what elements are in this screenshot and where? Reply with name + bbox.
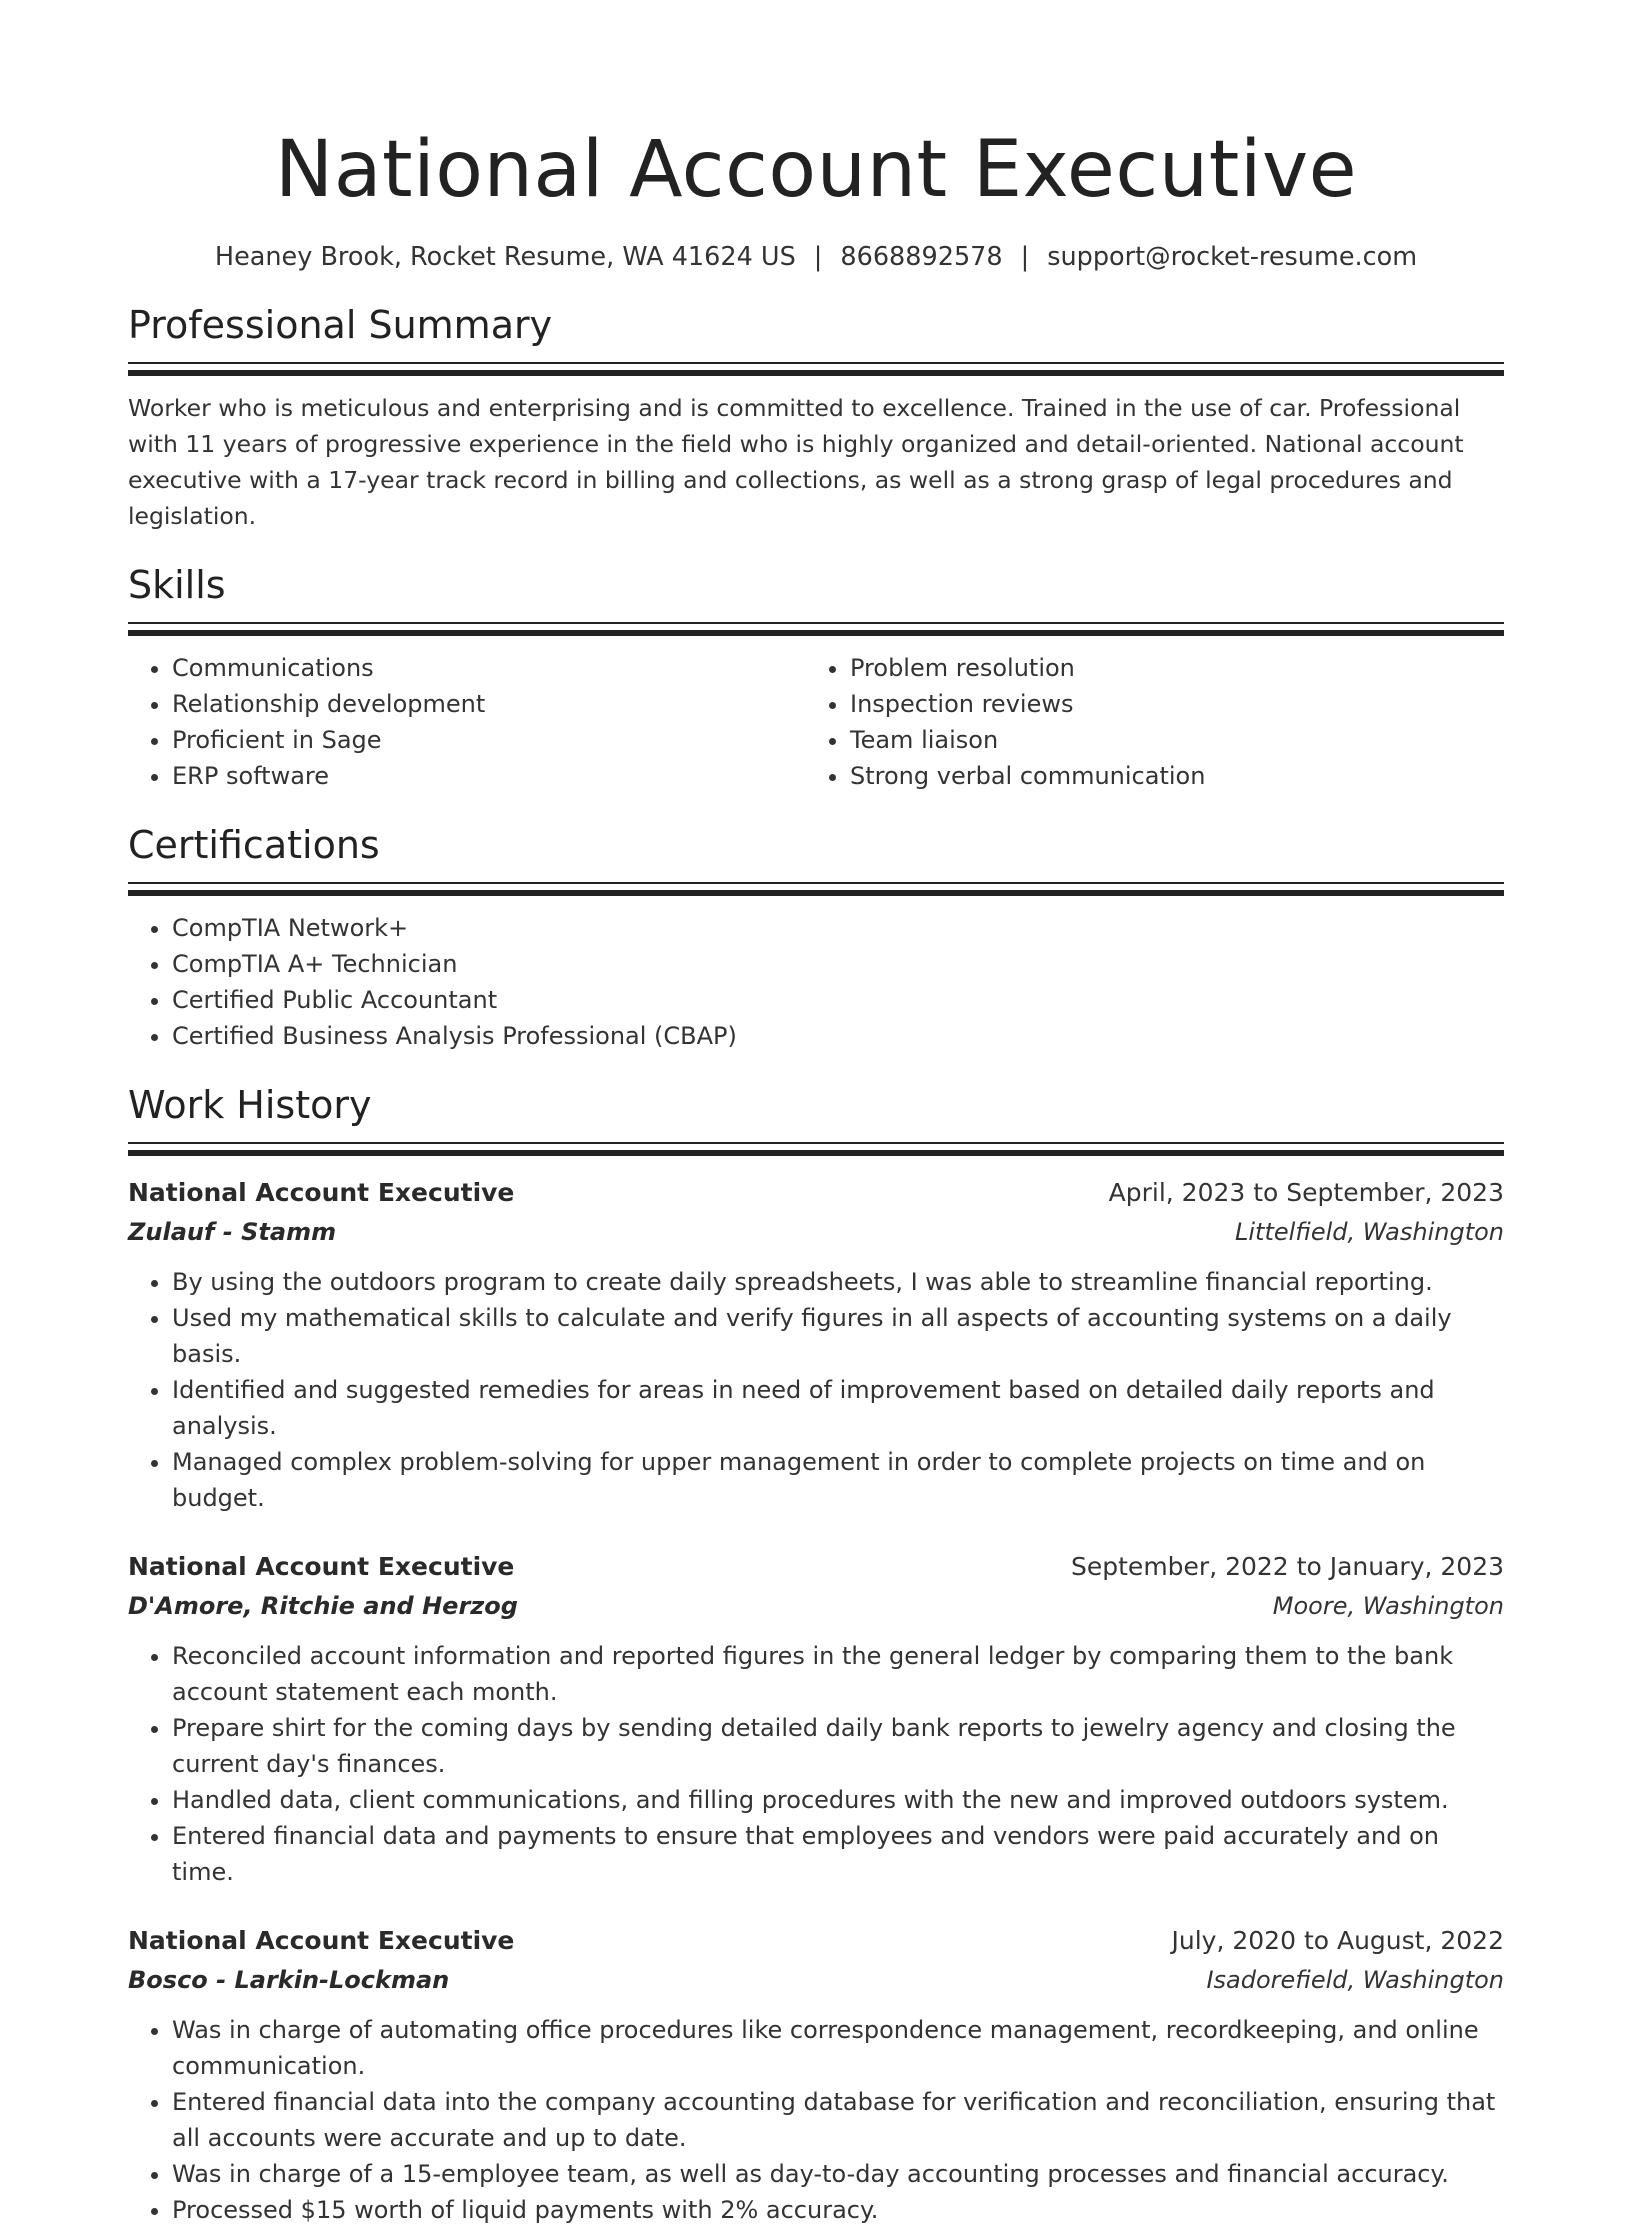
contact-separator: | <box>813 242 823 272</box>
certifications-list <box>128 910 1504 1054</box>
job-bullet: • Was in charge of a 15-employee team, as well as day-to-day accounting processes and financial accuracy. <box>172 2156 1504 2192</box>
section-divider <box>128 630 1504 636</box>
job-bullets <box>128 1264 1504 1516</box>
job-bullet: • Entered financial data and payments to ensure that employees and vendors were paid accurately and on time. <box>172 1818 1504 1890</box>
job-entry <box>128 1922 1504 2228</box>
job-bullets <box>128 2012 1504 2228</box>
certification-item: • CompTIA A+ Technician <box>172 946 1504 982</box>
job-location: Isadorefield, Washington <box>1206 1966 1504 1994</box>
job-bullet: • Managed complex problem-solving for upper management in order to complete projects on time and on budget. <box>172 1444 1504 1516</box>
contact-address: Heaney Brook, Rocket Resume, WA 41624 US <box>214 242 796 272</box>
section-heading-skills: Skills <box>128 563 226 607</box>
contact-separator: | <box>1020 242 1030 272</box>
job-bullet: • Entered financial data into the company accounting database for verification and reconciliation, ensuring that all accounts were accurate and up to date. <box>172 2084 1504 2156</box>
section-divider <box>128 890 1504 896</box>
job-dates: July, 2020 to August, 2022 <box>1171 1926 1504 1955</box>
job-bullet: • Prepare shirt for the coming days by sending detailed daily bank reports to jewelry agency and closing the current day's finances. <box>172 1710 1504 1782</box>
contact-phone: 8668892578 <box>840 242 1003 272</box>
section-heading-summary: Professional Summary <box>128 303 553 347</box>
job-bullet: • Handled data, client communications, and filling procedures with the new and improved outdoors system. <box>172 1782 1504 1818</box>
skill-item: • Proficient in Sage <box>172 722 806 758</box>
skill-item: • ERP software <box>172 758 806 794</box>
job-dates: September, 2022 to January, 2023 <box>1071 1552 1504 1581</box>
contact-email: support@rocket-resume.com <box>1047 242 1418 272</box>
job-bullet: • Used my mathematical skills to calculate and verify figures in all aspects of accounting systems on a daily basis. <box>172 1300 1504 1372</box>
section-divider <box>128 1150 1504 1156</box>
contact-line <box>128 240 1504 274</box>
certification-item: • Certified Business Analysis Professional (CBAP) <box>172 1018 1504 1054</box>
skill-item: • Inspection reviews <box>850 686 1484 722</box>
job-title: National Account Executive <box>128 1552 515 1581</box>
resume-title: National Account Executive <box>274 125 1358 215</box>
job-company: Zulauf - Stamm <box>128 1218 337 1246</box>
certification-item: • CompTIA Network+ <box>172 910 1504 946</box>
job-location: Littelfield, Washington <box>1235 1218 1504 1246</box>
resume-page <box>128 0 1504 2228</box>
summary-section <box>128 302 1504 534</box>
skills-columns <box>128 650 1504 794</box>
skills-list-left <box>128 650 806 794</box>
certifications-section <box>128 822 1504 1054</box>
section-divider <box>128 370 1504 376</box>
skill-item: • Relationship development <box>172 686 806 722</box>
skills-list-right <box>806 650 1484 794</box>
skill-item: • Strong verbal communication <box>850 758 1484 794</box>
job-bullet: • Identified and suggested remedies for areas in need of improvement based on detailed daily reports and analysis. <box>172 1372 1504 1444</box>
section-heading-work-history: Work History <box>128 1083 372 1127</box>
skills-section <box>128 562 1504 794</box>
job-entry <box>128 1548 1504 1890</box>
summary-text: Worker who is meticulous and enterprising and is committed to excellence. Trained in the use of car. Professional with 11 years of progressive experience in the field who is highly organized and detail-oriented. National account executive with a 17-year track record in billing and collections, as well as a strong grasp of legal procedures and legislation. <box>128 394 1464 530</box>
job-entry <box>128 1174 1504 1516</box>
job-bullet: • Was in charge of automating office procedures like correspondence management, recordkeeping, and online communication. <box>172 2012 1504 2084</box>
job-bullet: • By using the outdoors program to create daily spreadsheets, I was able to streamline financial reporting. <box>172 1264 1504 1300</box>
skill-item: • Communications <box>172 650 806 686</box>
job-dates: April, 2023 to September, 2023 <box>1108 1178 1504 1207</box>
section-heading-certifications: Certifications <box>128 823 380 867</box>
job-title: National Account Executive <box>128 1178 515 1207</box>
job-location: Moore, Washington <box>1272 1592 1504 1620</box>
job-bullets <box>128 1638 1504 1890</box>
job-company: D'Amore, Ritchie and Herzog <box>128 1592 518 1620</box>
job-bullet: • Reconciled account information and reported figures in the general ledger by comparing them to the bank account statement each month. <box>172 1638 1504 1710</box>
certification-item: • Certified Public Accountant <box>172 982 1504 1018</box>
job-bullet: • Processed $15 worth of liquid payments with 2% accuracy. <box>172 2192 1504 2228</box>
skill-item: • Problem resolution <box>850 650 1484 686</box>
work-history-section <box>128 1082 1504 2228</box>
job-company: Bosco - Larkin-Lockman <box>128 1966 450 1994</box>
skill-item: • Team liaison <box>850 722 1484 758</box>
job-title: National Account Executive <box>128 1926 515 1955</box>
